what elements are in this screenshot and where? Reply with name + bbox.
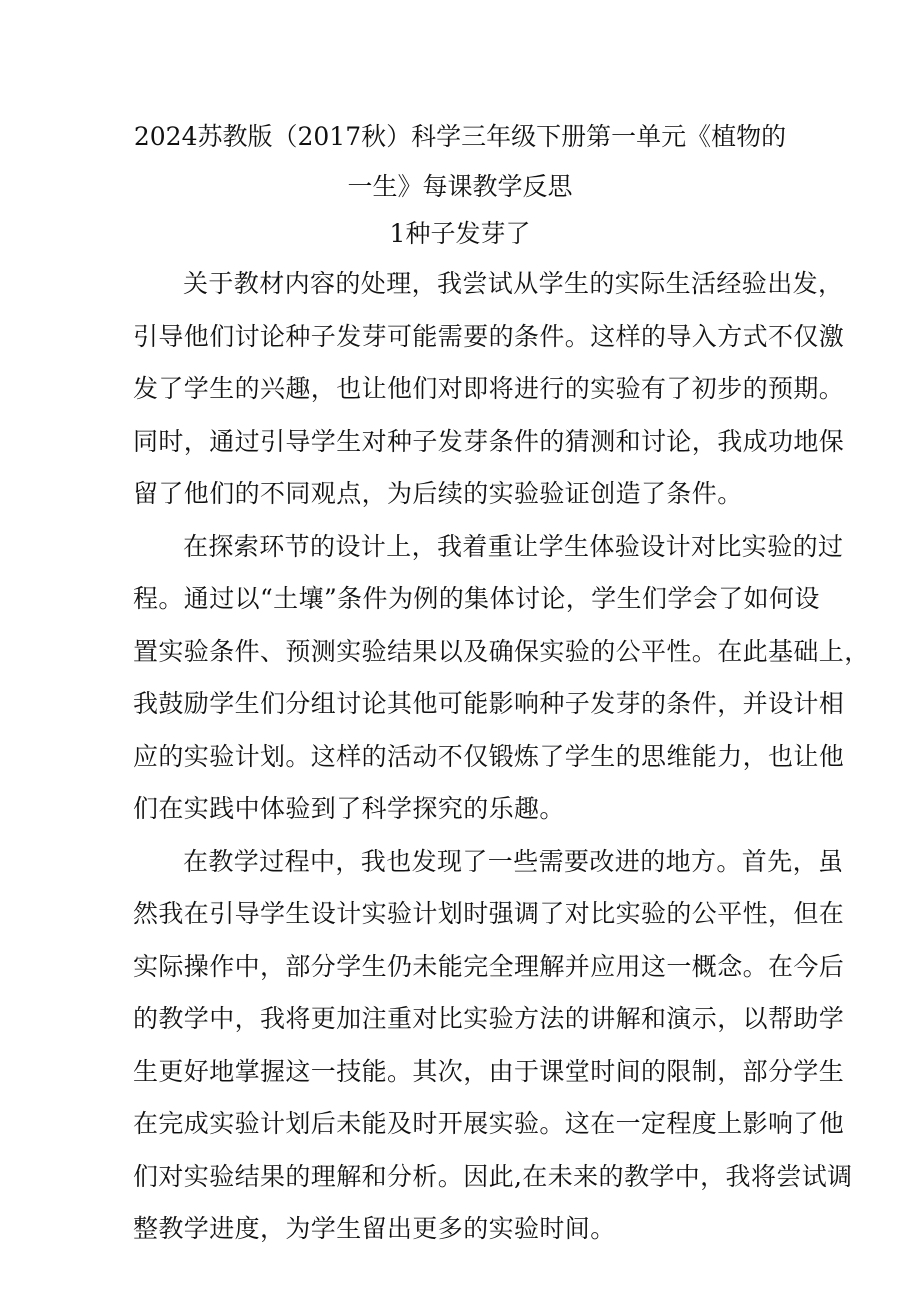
section-heading: 1种子发芽了 [389,219,531,248]
paragraph-line: 在教学过程中，我也发现了一些需要改进的地方。首先，虽 [183,846,844,876]
paragraph-line: 实际操作中，部分学生仍未能完全理解并应用这一概念。在今后 [133,951,845,981]
paragraph-line: 发了学生的兴趣，也让他们对即将进行的实验有了初步的预期。 [133,374,845,403]
paragraph-line: 程。通过以“土壤”条件为例的集体讨论，学生们学会了如何设 [133,584,820,613]
paragraph-line: 然我在引导学生设计实验计划时强调了对比实验的公平性，但在 [133,899,845,928]
paragraph-line: 们在实践中体验到了科学探究的乐趣。 [133,794,565,823]
paragraph-line: 同时，通过引导学生对种子发芽条件的猜测和讨论，我成功地保 [133,426,845,456]
paragraph-line: 我鼓励学生们分组讨论其他可能影响种子发芽的条件，并设计相 [133,689,845,718]
paragraph-line: 整教学进度，为学生留出更多的实验时间。 [133,1214,616,1243]
paragraph-line: 们对实验结果的理解和分析。因此,在未来的教学中，我将尝试调 [133,1161,853,1191]
document-title-line-1: 2024苏教版（2017秋）科学三年级下册第一单元《植物的 [133,122,787,151]
document-title-line-2: 一生》每课教学反思 [347,172,573,201]
paragraph-line: 的教学中，我将更加注重对比实验方法的讲解和演示，以帮助学 [133,1004,845,1033]
paragraph-line: 生更好地掌握这一技能。其次，由于课堂时间的限制，部分学生 [133,1056,845,1086]
paragraph-1 [133,258,845,521]
paragraph-3 [133,836,853,1256]
paragraph-line: 在完成实验计划后未能及时开展实验。这在一定程度上影响了他 [133,1109,845,1138]
paragraph-line: 应的实验计划。这样的活动不仅锻炼了学生的思维能力，也让他 [133,741,845,771]
paragraph-line: 关于教材内容的处理，我尝试从学生的实际生活经验出发， [183,269,844,298]
paragraph-2 [133,521,870,836]
paragraph-line: 在探索环节的设计上，我着重让学生体验设计对比实验的过 [183,531,844,561]
paragraph-line: 置实验条件、预测实验结果以及确保实验的公平性。在此基础上， [133,636,870,666]
paragraph-line: 留了他们的不同观点，为后续的实验验证创造了条件。 [133,479,743,508]
paragraph-line: 引导他们讨论种子发芽可能需要的条件。这样的导入方式不仅激 [133,321,845,351]
document-title [110,112,810,212]
document-body [133,258,870,1256]
